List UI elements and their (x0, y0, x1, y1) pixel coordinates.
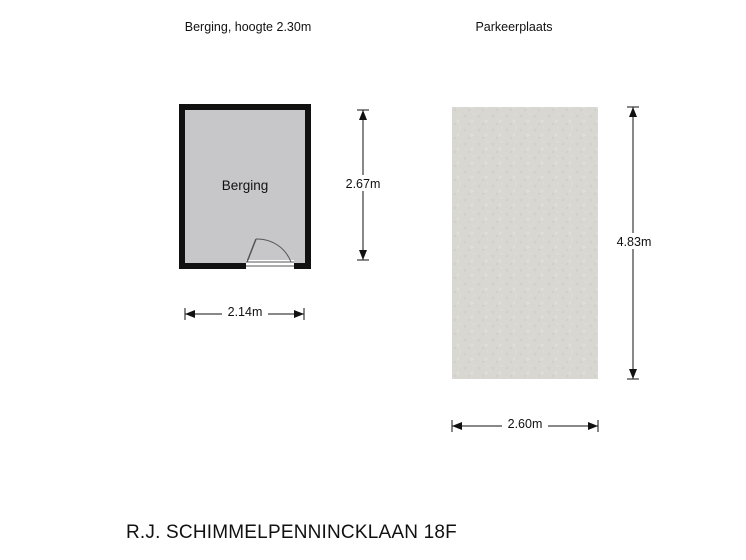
storage-height-dimension (340, 110, 386, 260)
storage-room (182, 107, 308, 269)
address-footer: R.J. SCHIMMELPENNINCKLAAN 18F (126, 522, 457, 543)
door-opening (246, 260, 294, 269)
storage-room-label: Berging (221, 178, 269, 193)
parking-width-label: 2.60m (507, 417, 543, 431)
storage-width-dimension (185, 304, 304, 320)
storage-height-label: 2.67m (345, 177, 381, 191)
parking-width-dimension (452, 416, 598, 432)
parking-section-title: Parkeerplaats (475, 20, 553, 34)
storage-section-title: Berging, hoogte 2.30m (184, 20, 312, 34)
parking-length-dimension (611, 107, 657, 379)
parking-space (452, 107, 598, 379)
storage-width-label: 2.14m (227, 305, 263, 319)
parking-length-label: 4.83m (616, 235, 652, 249)
